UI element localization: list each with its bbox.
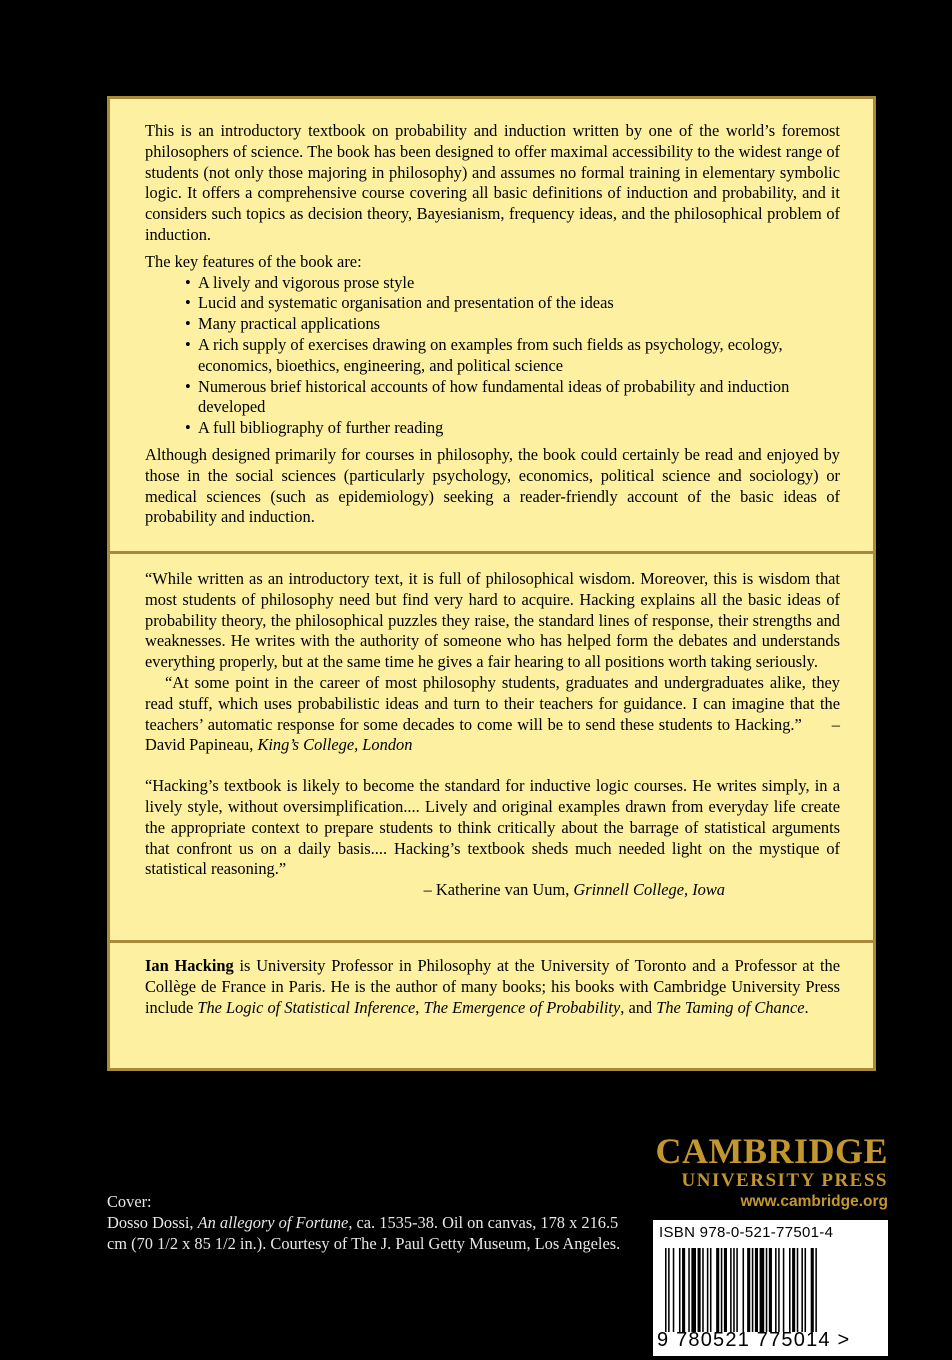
ean-digits: 9 780521 775014 > (657, 1329, 851, 1351)
barcode-bar (766, 1248, 768, 1332)
closing-paragraph: Although designed primarily for courses in philosophy, the book could certainly be read and enjoyed by those in the social sciences (particularly psychology, economics, political science and sociology) or medical sciences (such as epidemiology) seeking a reader-friendly account of the basic ideas of probability and induction. (145, 444, 840, 527)
feature-item: • A lively and vigorous prose style (185, 273, 840, 294)
barcode-bar (698, 1248, 701, 1332)
barcode-bar (783, 1248, 785, 1332)
section-divider (110, 551, 873, 554)
barcode-bar (775, 1248, 777, 1332)
barcode-bar (743, 1248, 745, 1332)
review-quote-1-part-1: “While written as an introductory text, it is full of philosophical wisdom. Moreover, this is wisdom that most students of philosophy need but find very hard to acquire. Hacking explains all the basic ideas of probability theory, the philosophical puzzles they raise, the standard lines of response, their strengths and weaknesses. He writes with the authority of someone who has helped form the debates and understands everything properly, but at the same time he gives a fair hearing to all positions worth taking seriously. (145, 569, 840, 672)
barcode-bar (679, 1248, 681, 1332)
book-title: The Logic of Statistical Inference (197, 997, 416, 1017)
book-title: The Emergence of Probability (423, 997, 621, 1017)
barcode-bar (710, 1248, 712, 1332)
blurb-panel (107, 96, 876, 1071)
barcode-box (653, 1220, 888, 1356)
barcode-bar (682, 1248, 685, 1332)
publisher-name: CAMBRIDGE (655, 1131, 888, 1171)
cover-label: Cover: (107, 1192, 152, 1211)
review-quote-2: “Hacking’s textbook is likely to become the standard for inductive logic courses. He writes simply, in a lively style, without oversimplification.... Lively and original examples drawn from everyday life create the appropriate context to prepare students to think critically about the barrage of statistical arguments that confront us on a daily basis.... Hacking’s textbook sheds much needed light on the mystique of statistical reasoning.” (145, 776, 840, 879)
description-section (110, 121, 873, 528)
barcode-bar (789, 1248, 791, 1332)
barcode-bar (747, 1248, 750, 1332)
feature-item: • Numerous brief historical accounts of how fundamental ideas of probability and induction developed (185, 377, 840, 419)
section-divider (110, 940, 873, 943)
author-bio: Ian Hacking is University Professor in Philosophy at the University of Toronto and a Professor at the Collège de France in Paris. He is the author of many books; his books with Cambridge University Press include The Logic of Statistical Inference, The Emergence of Probability, and The Taming of Chance. (145, 956, 840, 1017)
barcode-bar (673, 1248, 675, 1332)
barcode-bar (792, 1248, 795, 1332)
isbn-label: ISBN 978-0-521-77501-4 (659, 1224, 834, 1241)
barcode-bar (707, 1248, 709, 1332)
review-2-attribution: – Katherine van Uum, Grinnell College, Iowa (423, 880, 725, 900)
barcode-bar (665, 1248, 667, 1332)
features-heading: The key features of the book are: (145, 251, 362, 271)
feature-item: • Lucid and systematic organisation and presentation of the ideas (185, 293, 840, 314)
barcode-icon (663, 1248, 881, 1332)
barcode-bar (755, 1248, 758, 1332)
feature-item: • A full bibliography of further reading (185, 418, 840, 439)
barcode-bar (733, 1248, 735, 1332)
barcode-bar (815, 1248, 817, 1332)
feature-item: • Many practical applications (185, 314, 840, 335)
barcode-bar (691, 1248, 696, 1332)
barcode-bar (811, 1248, 814, 1332)
barcode-bar (721, 1248, 723, 1332)
publisher-subtitle: UNIVERSITY PRESS (681, 1170, 888, 1191)
barcode-bar (702, 1248, 704, 1332)
barcode-bar (688, 1248, 690, 1332)
book-title: The Taming of Chance (656, 997, 805, 1017)
author-bio-section (110, 956, 873, 1018)
barcode-bar (805, 1248, 807, 1332)
cover-description: Dosso Dossi, An allegory of Fortune, ca. 1535-38. Oil on canvas, 178 x 216.5 cm (70 1/2 x 85 1/2 in.). Courtesy of The J. Paul Getty Museum, Los Angeles. (107, 1212, 621, 1253)
features-list (145, 273, 840, 439)
barcode-bar (801, 1248, 803, 1332)
barcode-bar (752, 1248, 754, 1332)
review-quote-1-part-2: “At some point in the career of most philosophy students, graduates and undergraduates alike, they read stuff, which uses probabilistic ideas and turn to their teachers for guidance. I can imagine that the teachers’ automatic response for some decades to come will be to send these students to Hacking.” – David Papineau, King’s College, London (145, 672, 840, 755)
publisher-logo (653, 1132, 888, 1212)
reviews-section (110, 569, 873, 901)
barcode-bar (797, 1248, 799, 1332)
feature-item: • A rich supply of exercises drawing on examples from such fields as psychology, ecology, economics, bioethics, engineering, and political science (185, 335, 840, 377)
barcode-bar (778, 1248, 780, 1332)
review-1-attribution: – David Papineau, King’s College, London (145, 714, 840, 755)
cover-credit (107, 1192, 627, 1254)
barcode-bar (668, 1248, 670, 1332)
barcode-bar (730, 1248, 732, 1332)
barcode-bar (760, 1248, 765, 1332)
author-name: Ian Hacking (145, 956, 234, 975)
publisher-url: www.cambridge.org (740, 1193, 888, 1210)
barcode-bar (716, 1248, 719, 1332)
barcode-bar (736, 1248, 738, 1332)
barcode-bar (724, 1248, 727, 1332)
barcode-bar (769, 1248, 772, 1332)
intro-paragraph: This is an introductory textbook on probability and induction written by one of the world’s foremost philosophers of science. The book has been designed to offer maximal accessibility to the widest range of students (not only those majoring in philosophy) and assumes no formal training in elementary symbolic logic. It offers a comprehensive course covering all basic definitions of induction and probability, and it considers such topics as decision theory, Bayesianism, frequency ideas, and the philosophical problem of induction. (145, 121, 840, 244)
